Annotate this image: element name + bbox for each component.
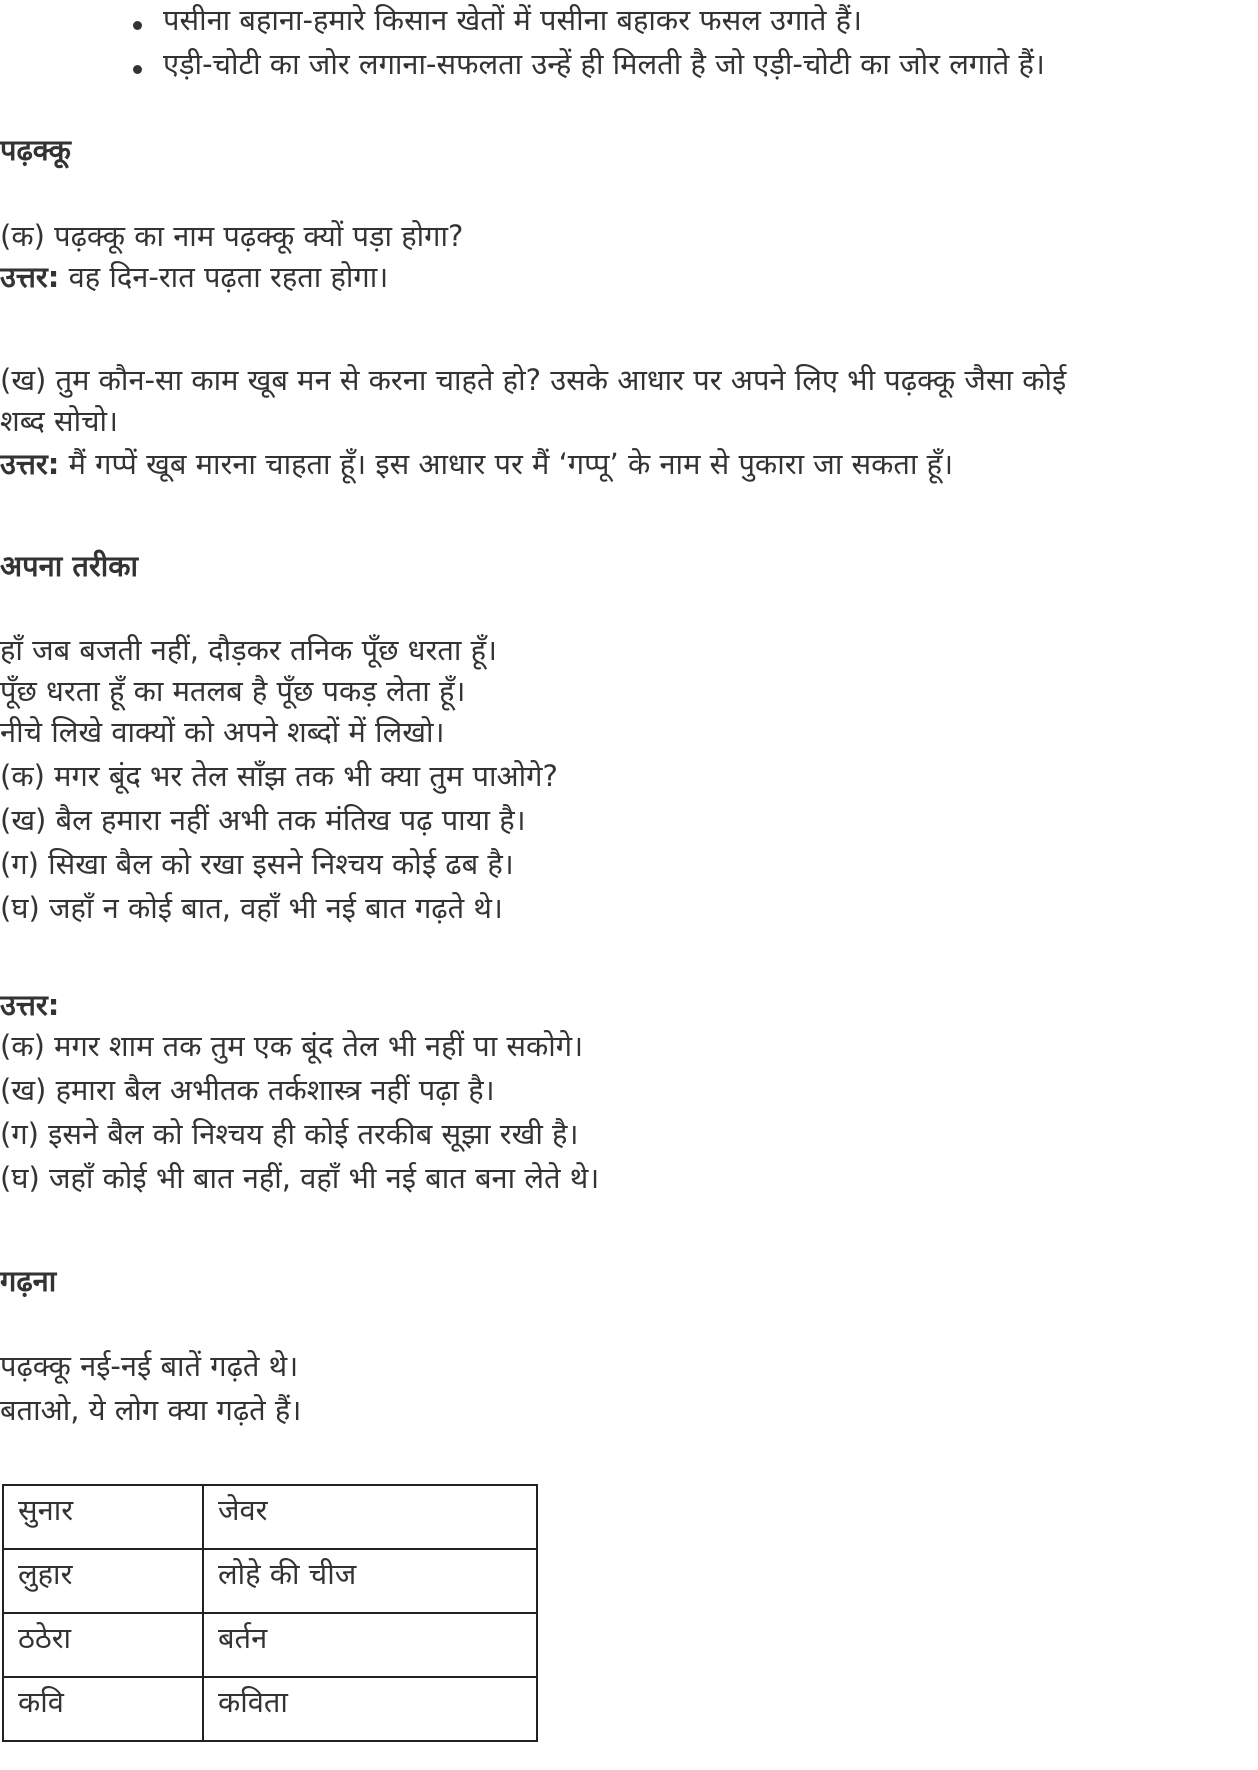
bullet-item: एड़ी-चोटी का जोर लगाना-सफलता उन्हें ही मिलती है जो एड़ी-चोटी का जोर लगाते हैं। [163, 47, 1045, 81]
table-cell: कविता [203, 1677, 537, 1741]
body-line: (ग) सिखा बैल को रखा इसने निश्चय कोई ढब है। [0, 847, 514, 881]
answer-line: (घ) जहाँ कोई भी बात नहीं, वहाँ भी नई बात बना लेते थे। [0, 1161, 600, 1195]
body-line: पढ़क्कू नई-नई बातें गढ़ते थे। [0, 1349, 299, 1383]
table-cell: लोहे की चीज [203, 1549, 537, 1613]
answer-text: वह दिन-रात पढ़ता रहता होगा। [59, 260, 389, 294]
bullet-item: पसीना बहाना-हमारे किसान खेतों में पसीना बहाकर फसल उगाते हैं। [163, 3, 862, 37]
question-text: (ख) तुम कौन-सा काम खूब मन से करना चाहते हो? उसके आधार पर अपने लिए भी पढ़क्कू जैसा कोई [0, 363, 1067, 397]
table-cell: ठठेरा [3, 1613, 203, 1677]
answer-line [0, 444, 953, 484]
table-row [3, 1485, 537, 1549]
answer-label: उत्तर: [0, 260, 60, 294]
body-line: बताओ, ये लोग क्या गढ़ते हैं। [0, 1393, 302, 1427]
question-text: शब्द सोचो। [0, 404, 119, 438]
answer-line: (ख) हमारा बैल अभीतक तर्कशास्त्र नहीं पढ़ा है। [0, 1073, 495, 1107]
body-line: (ख) बैल हमारा नहीं अभी तक मंतिख पढ़ पाया है। [0, 803, 526, 837]
table-cell: लुहार [3, 1549, 203, 1613]
answer-line: (ग) इसने बैल को निश्चय ही कोई तरकीब सूझा रखी है। [0, 1117, 579, 1151]
body-line: (घ) जहाँ न कोई बात, वहाँ भी नई बात गढ़ते थे। [0, 891, 503, 925]
question-text: (क) पढ़क्कू का नाम पढ़क्कू क्यों पड़ा होगा? [0, 219, 464, 253]
table-cell: बर्तन [203, 1613, 537, 1677]
table-row [3, 1613, 537, 1677]
table-row [3, 1549, 537, 1613]
body-line: नीचे लिखे वाक्यों को अपने शब्दों में लिखो। [0, 715, 445, 749]
body-line: हाँ जब बजती नहीं, दौड़कर तनिक पूँछ धरता हूँ। [0, 633, 497, 667]
section-heading: पढ़क्कू [0, 133, 71, 167]
table-row [3, 1677, 537, 1741]
table-cell: जेवर [203, 1485, 537, 1549]
word-table [2, 1484, 538, 1742]
answer-label: उत्तर: [0, 447, 60, 481]
answer-text: मैं गप्पें खूब मारना चाहता हूँ। इस आधार पर मैं ‘गप्पू’ के नाम से पुकारा जा सकता हूँ। [59, 447, 954, 481]
body-line: (क) मगर बूंद भर तेल साँझ तक भी क्या तुम पाओगे? [0, 759, 558, 793]
section-heading: गढ़ना [0, 1264, 57, 1298]
section-heading: अपना तरीका [0, 549, 139, 583]
answer-label: उत्तर: [0, 988, 60, 1022]
table-cell: कवि [3, 1677, 203, 1741]
bullet-dot [133, 21, 142, 30]
table-cell: सुनार [3, 1485, 203, 1549]
bullet-dot [133, 65, 142, 74]
body-line: पूँछ धरता हूँ का मतलब है पूँछ पकड़ लेता हूँ। [0, 674, 466, 708]
answer-line: (क) मगर शाम तक तुम एक बूंद तेल भी नहीं पा सकोगे। [0, 1029, 584, 1063]
answer-line [0, 257, 388, 297]
